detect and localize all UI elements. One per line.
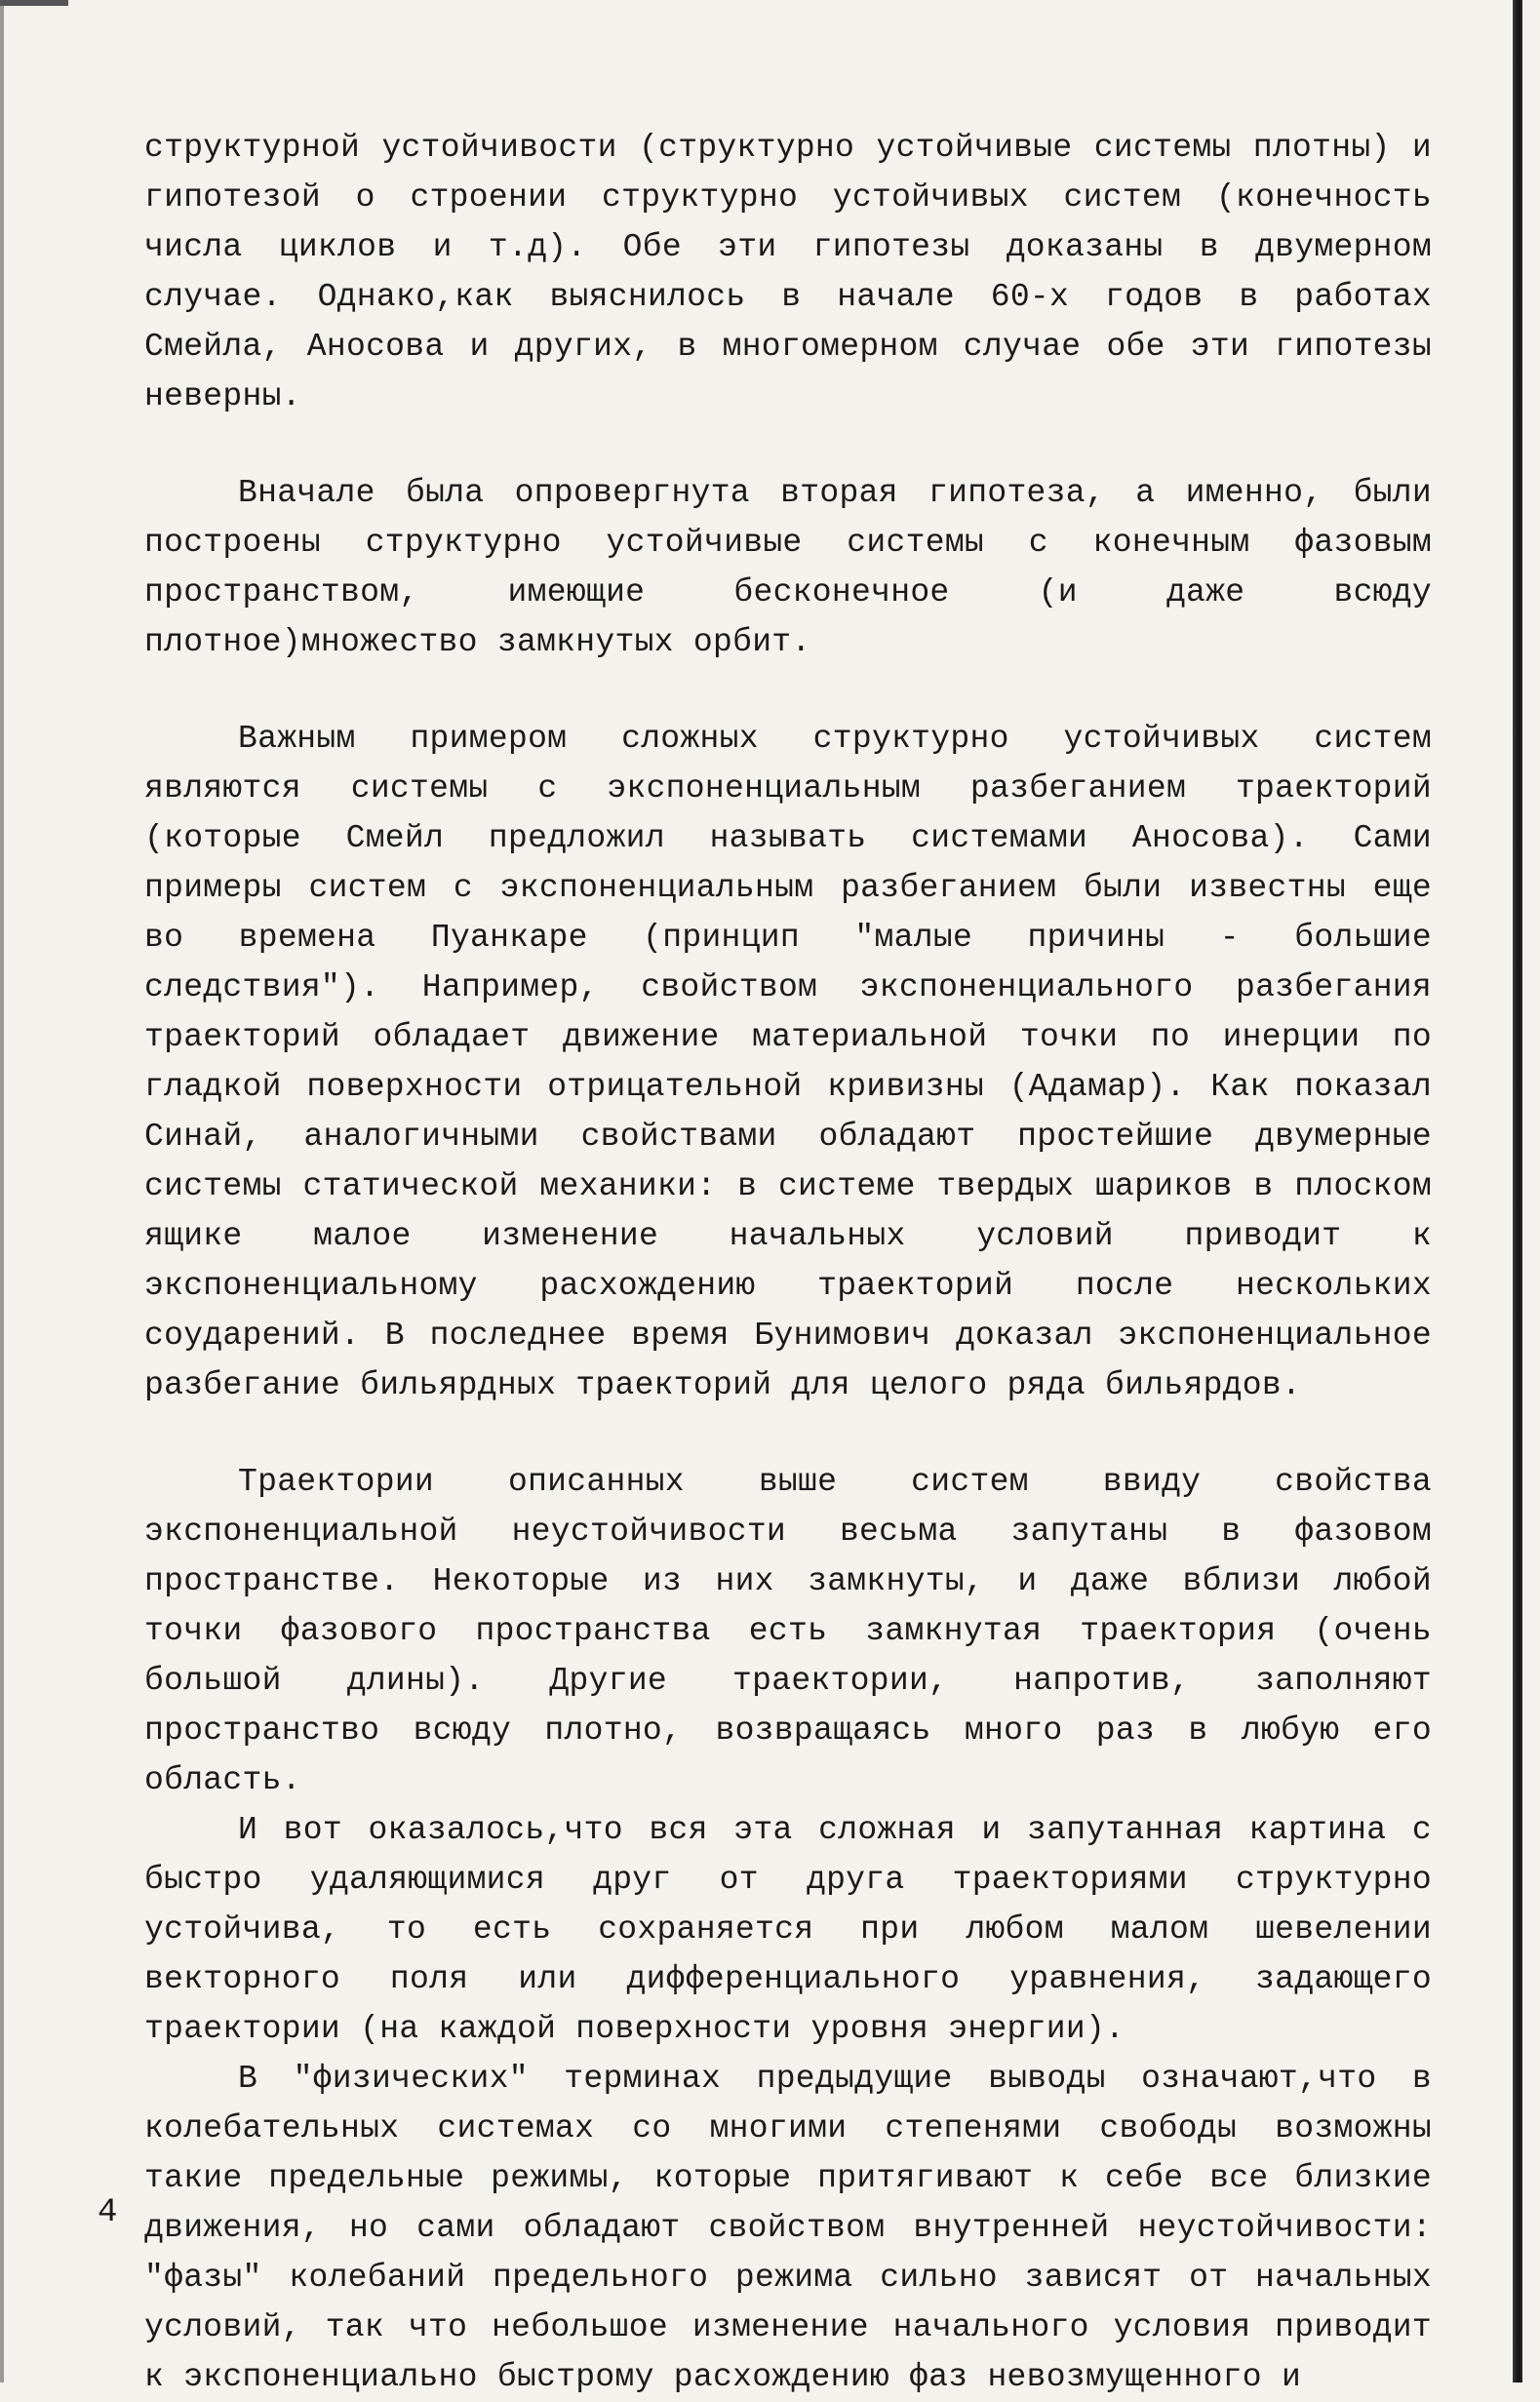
scan-right-edge (1513, 0, 1522, 2382)
paragraph-1: структурной устойчивости (структурно устойчивые системы плотны) и гипотезой о строении структурно устойчивых систем (конечность числа циклов и т.д). Обе эти гипотезы доказаны в двумерном случае. Однако,как выяснилось в начале 60-х годов в работах Смейла, Аносова и других, в многомерном случае обе эти гипотезы неверны. (144, 130, 1432, 414)
paragraph-3: Важным примером сложных структурно устойчивых систем являются системы с экспоненциальным разбеганием траекторий (которые Смейл предложил называть системами Аносова). Сами примеры систем с экспоненциальным разбеганием были известны еще во времена Пуанкаре (принцип "малые причины - большие следствия"). Например, свойством экспоненциального разбегания траекторий обладает движение материальной точки по инерции по гладкой поверхности отрицательной кривизны (Адамар). Как показал Синай, аналогичными свойствами обладают простейшие двумерные системы статической механики: в системе твердых шариков в плоском ящике малое изменение начальных условий приводит к экспоненциальному расхождению траекторий после нескольких соударений. В последнее время Бунимович доказал экспоненциальное разбегание бильярдных траекторий для целого ряда бильярдов. (144, 721, 1432, 1403)
scan-corner-mark (0, 0, 68, 6)
paragraph-2: Вначале была опровергнута вторая гипотеза, а именно, были построены структурно устойчивые системы с конечным фазовым пространством, имеющие бесконечное (и даже всюду плотное)множество замкнутых орбит. (144, 475, 1432, 660)
paragraph-6: В "физических" терминах предыдущие выводы означают,что в колебательных системах со многими степенями свободы возможны такие предельные режимы, которые притягивают к себе все близкие движения, но сами обладают свойством внутренней неустойчивости: "фазы" колебаний предельного режима сильно зависят от начальных условий, так что небольшое изменение начального условия приводит к экспоненциально быстрому расхождению фаз невозмущенного и (144, 2061, 1432, 2395)
scan-left-edge (0, 0, 4, 2382)
page-number: 4 (98, 2194, 118, 2231)
page-body (144, 123, 1432, 2402)
paragraph-4: Траектории описанных выше систем ввиду свойства экспоненциальной неустойчивости весьма запутаны в фазовом пространстве. Некоторые из них замкнуты, и даже вблизи любой точки фазового пространства есть замкнутая траектория (очень большой длины). Другие траектории, напротив, заполняют пространство всюду плотно, возвращаясь много раз в любую его область. (144, 1464, 1432, 1798)
paragraph-5: И вот оказалось,что вся эта сложная и запутанная картина с быстро удаляющимися друг от друга траекториями структурно устойчива, то есть сохраняется при любом малом шевелении векторного поля или дифференциального уравнения, задающего траектории (на каждой поверхности уровня энергии). (144, 1812, 1432, 2047)
